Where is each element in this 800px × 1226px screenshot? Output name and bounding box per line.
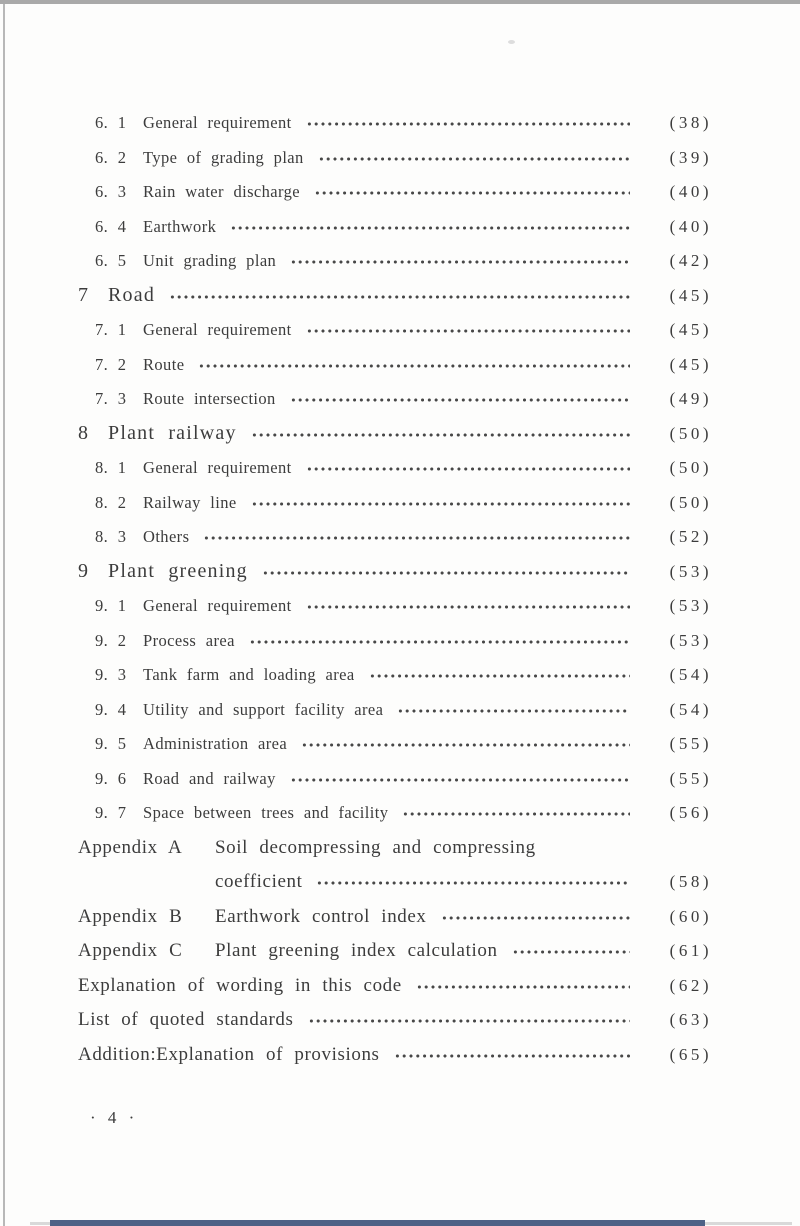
toc-entry-label: Plant greening index calculation [215,940,498,962]
toc-entry [0,555,800,590]
toc-entry-number: 9. 6 [95,768,127,788]
toc-entry-page: (40) [669,182,712,202]
toc-entry-page: (39) [669,147,712,167]
toc-entry-number: 6. 2 [95,147,127,167]
toc-entry-number: 6. 5 [95,251,127,271]
dot-leader [318,157,630,161]
toc-entry [0,762,800,797]
toc-entry-number: 8 [78,422,90,445]
toc-entry [0,1038,800,1073]
toc-entry [0,244,800,279]
page-number-label: · 4 · [90,1108,139,1127]
toc-entry-page: (45) [669,354,712,374]
toc-entry-number: 8. 2 [95,492,127,512]
toc-entry-page: (56) [669,803,712,823]
toc-entry-label: Road and railway [143,768,276,788]
toc-entry [0,796,800,831]
dot-leader [251,502,630,506]
toc-entry-page: (62) [669,975,712,995]
toc-entry-page: (42) [669,251,712,271]
toc-entry-continuation [0,865,800,900]
dot-leader [249,640,630,644]
toc-entry [0,693,800,728]
toc-entry-label: Plant greening [108,560,248,583]
toc-entry [0,451,800,486]
toc-entry-page: (54) [669,699,712,719]
dot-leader [316,881,630,885]
toc-entry-label: Addition:Explanation of provisions [78,1043,380,1065]
toc-entry [0,1003,800,1038]
toc-entry [0,831,800,866]
toc-entry-label: General requirement [143,113,292,133]
toc-entry [0,417,800,452]
dot-leader [394,1054,630,1058]
toc-entry-label: General requirement [143,596,292,616]
toc-entry-page: (50) [669,423,712,443]
dot-leader [290,778,630,782]
toc-entry-number: 8. 1 [95,458,127,478]
dot-leader [441,916,630,920]
toc-entry-label: Type of grading plan [143,147,304,167]
toc-entry-number: 7. 3 [95,389,127,409]
dot-leader [369,674,630,678]
toc-entry-page: (50) [669,492,712,512]
toc-entry-page: (55) [669,768,712,788]
page-number-footer [90,1108,138,1128]
toc-entry-number: 9. 4 [95,699,127,719]
toc-entry-page: (65) [669,1044,712,1064]
toc-entry-label: Railway line [143,492,237,512]
toc-entry-number: 7. 1 [95,320,127,340]
scan-edge-top [0,0,800,4]
toc-list [0,106,800,1072]
scan-speck [508,40,515,44]
toc-entry [0,313,800,348]
toc-entry-number: 9 [78,560,90,583]
toc-entry-label: Unit grading plan [143,251,277,271]
toc-entry-label: Earthwork [143,216,217,236]
dot-leader [290,260,630,264]
toc-entry [0,589,800,624]
toc-entry-page: (60) [669,906,712,926]
toc-entry-number: 9. 1 [95,596,127,616]
toc-entry-page: (55) [669,734,712,754]
toc-entry-label: Soil decompressing and compressing [215,836,536,858]
toc-entry-number: 6. 4 [95,216,127,236]
toc-entry [0,969,800,1004]
dot-leader [301,743,630,747]
toc-entry-label: Explanation of wording in this code [78,974,402,996]
toc-entry-page: (50) [669,458,712,478]
dot-leader [306,122,630,126]
toc-entry-page: (53) [669,630,712,650]
toc-entry-number: 9. 2 [95,630,127,650]
dot-leader [397,709,630,713]
dot-leader [306,605,630,609]
toc-entry-page: (61) [669,941,712,961]
toc-entry-number: Appendix C [78,940,183,962]
toc-entry-label: Tank farm and loading area [143,665,355,685]
toc-entry-label: General requirement [143,458,292,478]
toc-entry-page: (54) [669,665,712,685]
dot-leader [306,329,630,333]
toc-entry [0,486,800,521]
toc-entry [0,727,800,762]
toc-entry-number: 7 [78,284,90,307]
toc-entry [0,934,800,969]
toc-entry [0,141,800,176]
toc-entry [0,210,800,245]
toc-entry-label: Rain water discharge [143,182,300,202]
toc-entry-page: (53) [669,596,712,616]
toc-entry [0,348,800,383]
dot-leader [230,226,630,230]
toc-entry-label: Route [143,354,185,374]
dot-leader [198,364,630,368]
dot-leader [306,467,630,471]
toc-entry [0,900,800,935]
toc-entry-label: Route intersection [143,389,276,409]
toc-entry-label: Plant railway [108,422,237,445]
dot-leader [290,398,630,402]
toc-entry-label: Road [108,284,156,307]
toc-entry-number: Appendix B [78,905,183,927]
toc-entry-page: (45) [669,320,712,340]
toc-entry-label: Space between trees and facility [143,803,389,823]
toc-entry-page: (63) [669,1010,712,1030]
toc-entry-page: (58) [669,872,712,892]
toc-entry-label: Utility and support facility area [143,699,384,719]
dot-leader [402,812,630,816]
toc-entry-number: Appendix A [78,836,183,858]
dot-leader [203,536,630,540]
toc-entry-page: (38) [669,113,712,133]
toc-entry [0,658,800,693]
toc-entry-label: List of quoted standards [78,1009,294,1031]
toc-entry-page: (45) [669,285,712,305]
toc-entry-page: (40) [669,216,712,236]
toc-entry-number: 6. 1 [95,113,127,133]
toc-entry-page: (52) [669,527,712,547]
toc-entry-label: Administration area [143,734,288,754]
toc-entry [0,520,800,555]
toc-entry-label: Earthwork control index [215,905,427,927]
toc-entry-label: coefficient [215,871,303,893]
scan-bottom-blue-bar [50,1220,705,1226]
dot-leader [262,571,630,575]
toc-entry [0,279,800,314]
toc-entry-label: Process area [143,630,235,650]
dot-leader [308,1019,630,1023]
toc-entry-number: 7. 2 [95,354,127,374]
toc-entry [0,106,800,141]
toc-entry [0,175,800,210]
dot-leader [169,295,630,299]
toc-entry-number: 9. 3 [95,665,127,685]
toc-entry-number: 8. 3 [95,527,127,547]
dot-leader [314,191,630,195]
dot-leader [512,950,630,954]
dot-leader [416,985,630,989]
toc-entry [0,382,800,417]
dot-leader [251,433,630,437]
toc-entry-number: 9. 5 [95,734,127,754]
toc-entry-page: (53) [669,561,712,581]
toc-entry-label: General requirement [143,320,292,340]
toc-entry-label: Others [143,527,190,547]
toc-entry-number: 9. 7 [95,803,127,823]
toc-entry-page: (49) [669,389,712,409]
toc-entry [0,624,800,659]
toc-entry-number: 6. 3 [95,182,127,202]
